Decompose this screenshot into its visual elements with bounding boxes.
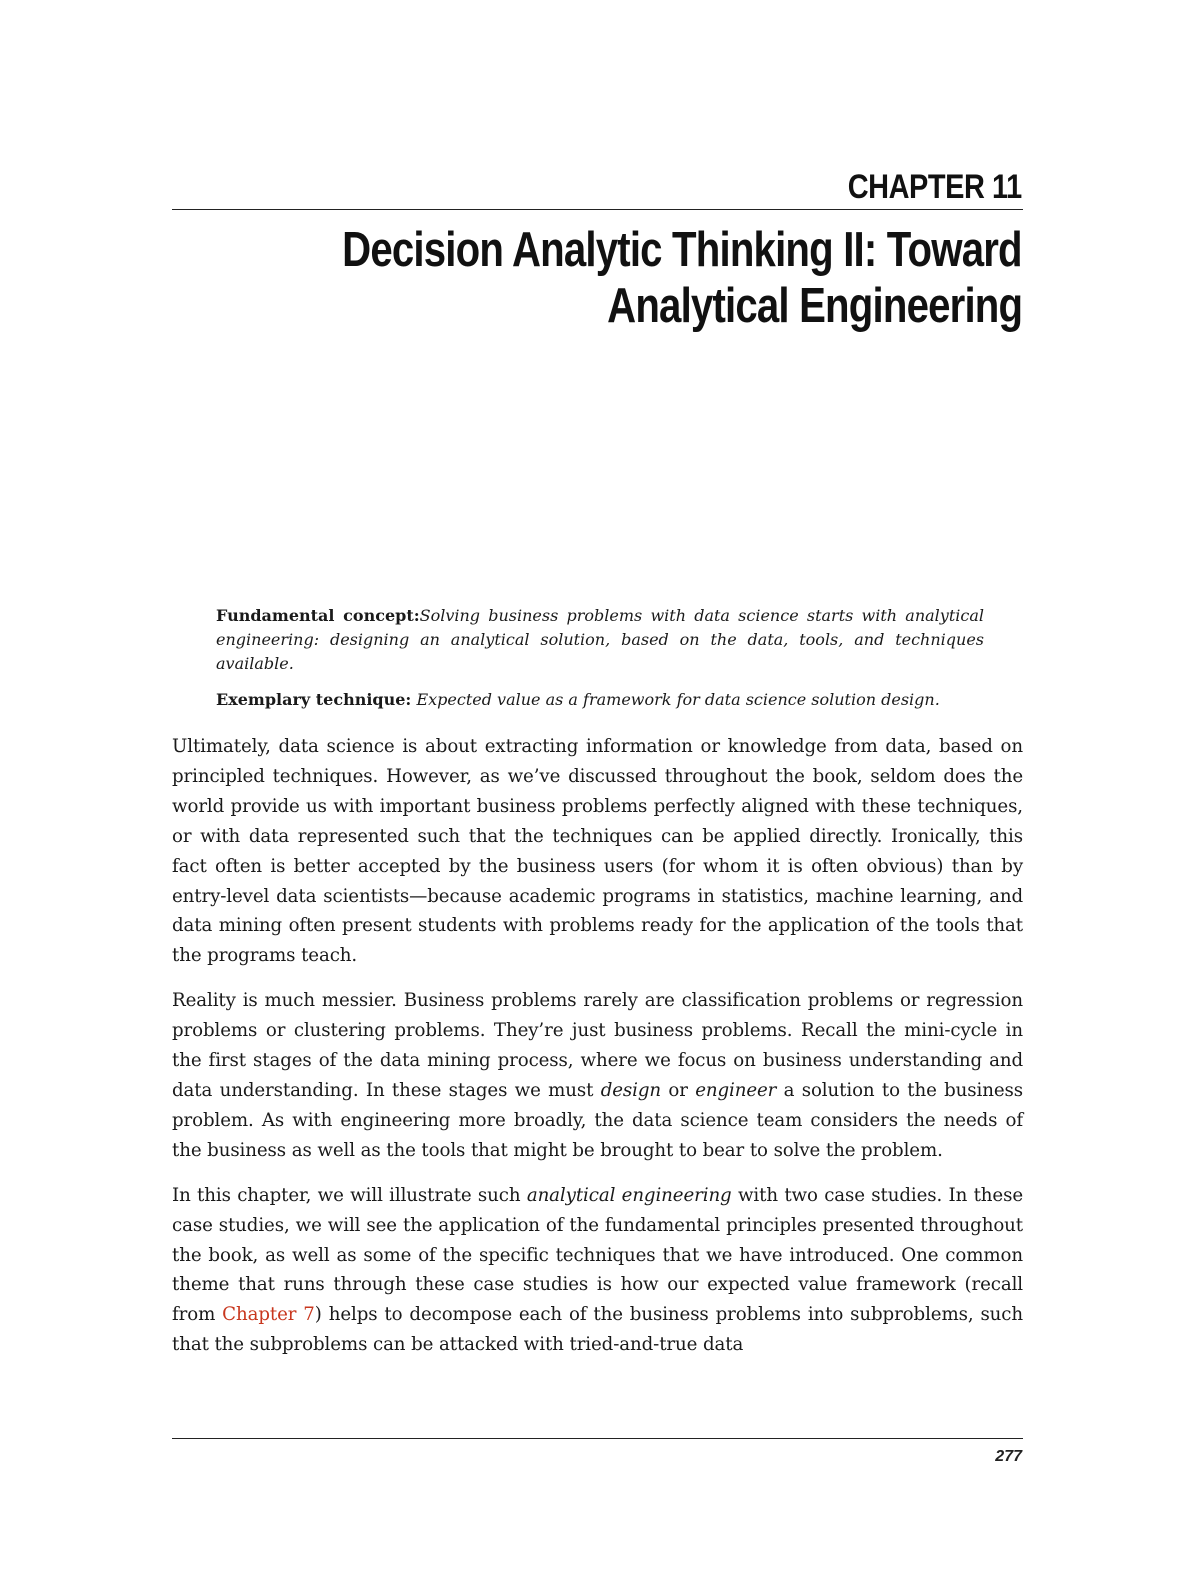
exemplary-technique	[216, 688, 984, 712]
chapter-title-line-2: Analytical Engineering	[606, 279, 1022, 333]
fundamental-concept-label: Fundamental concept:	[216, 606, 420, 625]
paragraph-2-text-a: Reality is much messier. Business problems rarely are classification problems or regression problems or clustering problems. They’re just business problems. Recall the mini-cycle in the first stages of the data mining process, where we focus on business understanding and data understanding. In these stages we must	[172, 990, 1023, 1101]
chapter-label: CHAPTER 11	[847, 168, 1022, 206]
paragraph-3-text-c: ) helps to decompose each of the business problems into subproblems, such that the subproblems can be attacked with tried-and-true data	[172, 1304, 1023, 1356]
chapter-title	[122, 222, 1022, 334]
fundamental-concept-text: Solving business problems with data science starts with analytical engineering: designing an analytical solution, based on the data, tools, and techniques available.	[216, 606, 984, 673]
emphasis-analytical-engineering: analytical engineering	[526, 1184, 732, 1206]
page-number: 277	[995, 1448, 1022, 1465]
chapter-title-line-1: Decision Analytic Thinking II: Toward	[342, 223, 1022, 277]
chapter-7-link[interactable]: Chapter 7	[222, 1304, 315, 1326]
exemplary-technique-text: Expected value as a framework for data science solution design.	[416, 690, 940, 709]
body-text	[172, 732, 1023, 1375]
chapter-summary	[216, 604, 984, 724]
paragraph-3-text-a: In this chapter, we will illustrate such	[172, 1184, 527, 1206]
paragraph-3	[172, 1181, 1023, 1360]
emphasis-design: design	[600, 1079, 662, 1101]
paragraph-2-text-c: a solution to the business problem. As with engineering more broadly, the data science team considers the needs of the business as well as the tools that might be brought to bear to solve the problem.	[172, 1079, 1023, 1161]
chapter-rule	[172, 209, 1023, 210]
paragraph-2-text-b: or	[661, 1079, 696, 1101]
emphasis-engineer: engineer	[695, 1079, 777, 1101]
exemplary-technique-label: Exemplary technique:	[216, 690, 412, 709]
paragraph-1: Ultimately, data science is about extracting information or knowledge from data, based on principled techniques. However, as we’ve discussed throughout the book, seldom does the world provide us with important business problems perfectly aligned with these techniques, or with data represented such that the techniques can be applied directly. Ironically, this fact often is better accepted by the business users (for whom it is often obvious) than by entry-level data scientists—because academic programs in statistics, machine learning, and data mining often present students with problems ready for the application of the tools that the programs teach.	[172, 736, 1023, 967]
paragraph-2	[172, 986, 1023, 1165]
fundamental-concept	[216, 604, 984, 676]
footer-rule	[172, 1438, 1023, 1439]
paragraph-3-text-b: with two case studies. In these case studies, we will see the application of the fundamental principles presented throughout the book, as well as some of the specific techniques that we have introduced. One common theme that runs through these case studies is how our expected value framework (recall from	[172, 1184, 1023, 1326]
